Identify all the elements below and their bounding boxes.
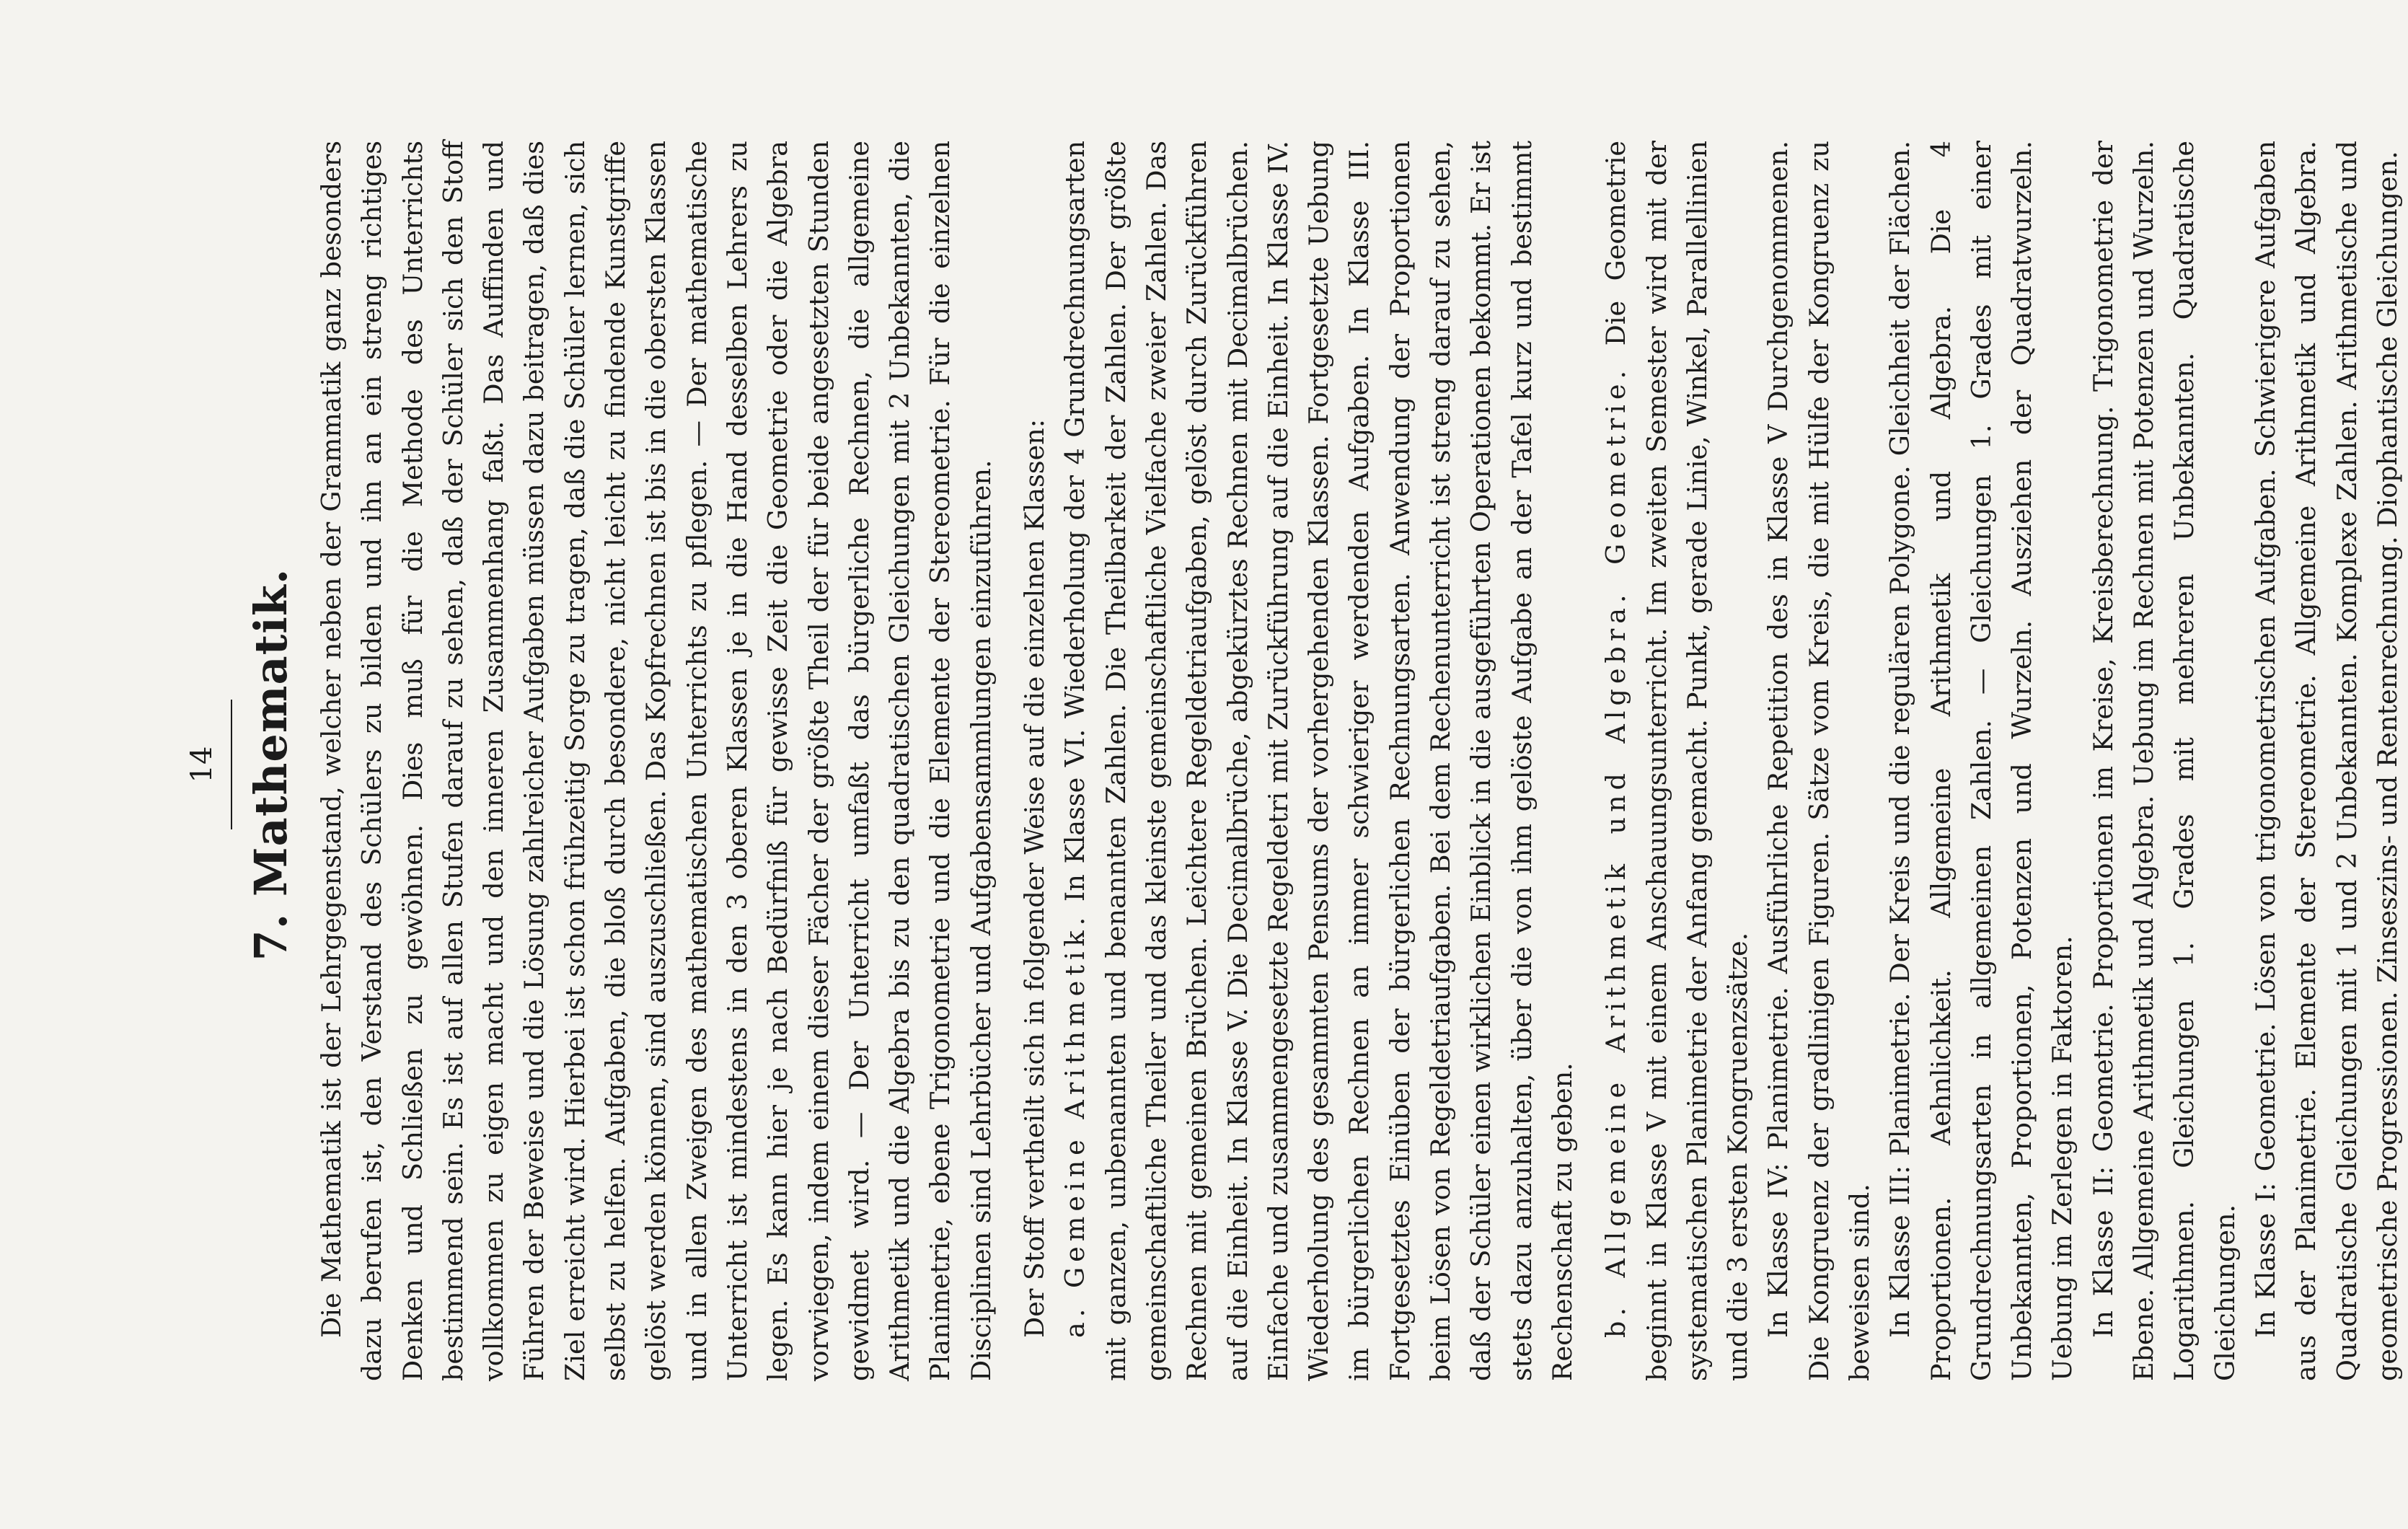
body-text: [312, 141, 2408, 1381]
class-iii-paragraph: [1880, 141, 2083, 1381]
rotated-page: [43, 43, 2403, 1486]
class-i-lead: In Klasse I:: [2249, 1182, 2281, 1338]
section-a-paragraph: [1055, 141, 1583, 1381]
distribution-intro: Der Stoff vertheilt sich in folgender Weise auf die einzelnen Klassen:: [1019, 419, 1051, 1338]
intro-paragraph: Die Mathematik ist der Lehrgegenstand, welcher neben der Grammatik ganz besonders dazu berufen ist, den Verstand des Schülers zu bilden und ihn an ein streng richtiges Denken und Schließen zu gewöhnen. Dies muß für die Methode des Unterrichts bestimmend sein. Es ist auf allen Stufen darauf zu sehen, daß der Schüler sich den Stoff vollkommen zu eigen macht und den inneren Zusammenhang faßt. Das Auffinden und Führen der Beweise und die Lösung zahlreicher Aufgaben müssen dazu beitragen, daß dies Ziel erreicht wird. Hierbei ist schon frühzeitig Sorge zu tragen, daß die Schüler lernen, sich selbst zu helfen. Aufgaben, die bloß durch besondere, nicht leicht zu findende Kunstgriffe gelöst werden können, sind auszuschließen. Das Kopfrechnen ist bis in die obersten Klassen und in allen Zweigen des mathematischen Unterrichts zu pflegen. — Der mathematische Unterricht ist mindestens in den 3 oberen Klassen je in die Hand desselben Lehrers zu legen. Es kann hier je nach Bedürfniß für gewisse Zeit die Geometrie oder die Algebra vorwiegen, indem einem dieser Fächer der größte Theil der für beide angesetzten Stunden gewidmet wird. — Der Unterricht umfaßt das bürgerliche Rechnen, die allgemeine Arithmetik und die Algebra bis zu den quadratischen Gleichungen mit 2 Unbekannten, die Planimetrie, ebene Trigonometrie und die Elemente der Stereometrie. Für die einzelnen Disciplinen sind Lehrbücher und Aufgabensammlungen einzuführen.: [316, 141, 997, 1381]
class-iv-paragraph: [1758, 141, 1880, 1381]
class-ii-text: Geometrie. Proportionen im Kreise, Kreisberechnung. Trigonometrie der Ebene. Allgemeine Arithmetik und Algebra. Uebung im Rechnen mit Potenzen und Wurzeln. Logarithmen. Gleichungen 1. Grades mit mehreren Unbekannten. Quadratische Gleichungen.: [2087, 141, 2241, 1381]
section-a-label: a. Gemeine Arithmetik.: [1059, 912, 1091, 1338]
class-iii-text: Planimetrie. Der Kreis und die regulären Polygone. Gleichheit der Flächen. Proportionen. Aehnlichkeit. Allgemeine Arithmetik und Algebra. Die 4 Grundrechnungsarten in allgemeinen Zahlen. — Gleichungen 1. Grades mit einer Unbekannten, Proportionen, Potenzen und Wurzeln. Ausziehen der Quadratwurzeln. Uebung im Zerlegen in Faktoren.: [1884, 141, 2078, 1381]
class-iv-lead: In Klasse IV:: [1763, 1163, 1794, 1338]
class-ii-paragraph: [2083, 141, 2246, 1381]
section-b-paragraph: [1596, 141, 1758, 1381]
section-a-text: In Klasse VI. Wiederholung der 4 Grundrechnungsarten mit ganzen, unbenannten und benannten Zahlen. Die Theilbarkeit der Zahlen. Der größte gemeinschaftliche Theiler und das kleinste gemeinschaftliche Vielfache zweier Zahlen. Das Rechnen mit gemeinen Brüchen. Leichtere Regeldetriaufgaben, gelöst durch Zurückführen auf die Einheit. In Klasse V. Die Decimalbrüche, abgekürztes Rechnen mit Decimalbrüchen. Einfache und zusammengesetzte Regeldetri mit Zurückführung auf die Einheit. In Klasse IV. Wiederholung des gesammten Pensums der vorhergehenden Klassen. Fortgesetzte Uebung im bürgerlichen Rechnen an immer schwieriger werdenden Aufgaben. In Klasse III. Fortgesetztes Einüben der bürgerlichen Rechnungsarten. Anwendung der Proportionen beim Lösen von Regeldetriaufgaben. Bei dem Rechenunterricht ist streng darauf zu sehen, daß der Schüler einen wirklichen Einblick in die ausgeführten Operationen bekommt. Er ist stets dazu anzuhalten, über die von ihm gelöste Aufgabe an der Tafel kurz und bestimmt Rechenschaft zu geben.: [1059, 141, 1578, 1381]
page-number: 14: [185, 746, 219, 783]
class-i-text: Geometrie. Lösen von trigonometrischen Aufgaben. Schwierigere Aufgaben aus der Planimetrie. Elemente der Stereometrie. Allgemeine Arithmetik und Algebra. Quadratische Gleichungen mit 1 und 2 Unbekannten. Komplexe Zahlen. Arithmetische und geometrische Progressionen. Zinseszins- und Rentenrechnung. Diophantische Gleichungen.: [2249, 141, 2403, 1381]
section-b-label: b. Allgemeine Arithmetik und Algebra. Geometrie.: [1600, 365, 1632, 1338]
class-i-paragraph: [2246, 141, 2408, 1381]
class-iii-lead: In Klasse III:: [1884, 1165, 1916, 1338]
section-title: 7. Mathematik.: [244, 568, 297, 961]
header-rule: [231, 700, 232, 829]
section-b-text: Die Geometrie beginnt in Klasse V mit einem Anschauungsunterricht. Im zweiten Semester wird mit der systematischen Planimetrie der Anfang gemacht. Punkt, gerade Linie, Winkel, Parallellinien und die 3 ersten Kongruenzsätze.: [1600, 141, 1754, 1381]
class-ii-lead: In Klasse II:: [2087, 1166, 2119, 1338]
class-iv-text: Planimetrie. Ausführliche Repetition des in Klasse V Durchgenommenen. Die Kongruenz der gradlinigen Figuren. Sätze vom Kreis, die mit Hülfe der Kongruenz zu beweisen sind.: [1763, 141, 1875, 1381]
